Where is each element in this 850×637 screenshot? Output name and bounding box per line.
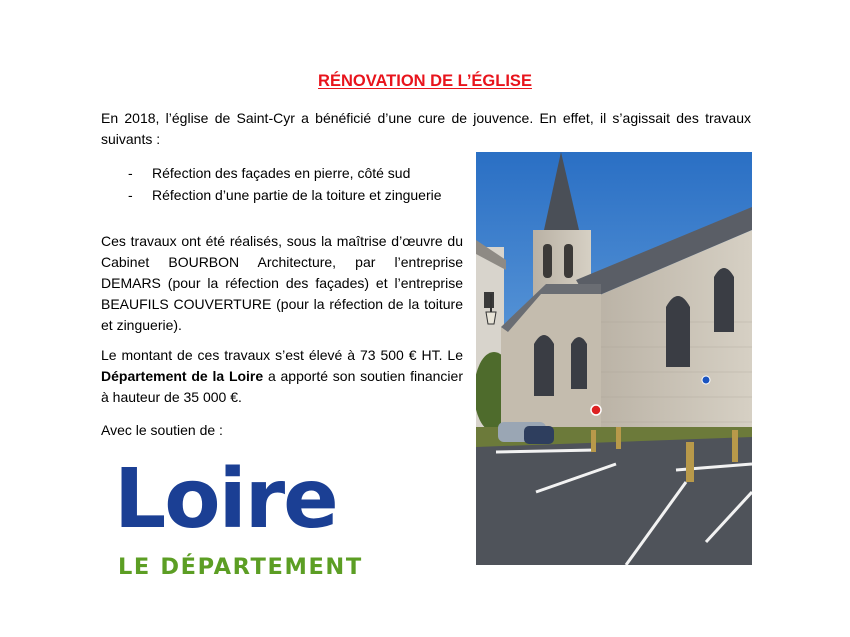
logo-subtitle: LE DÉPARTEMENT [118,554,363,580]
bullet-dash: - [128,187,133,203]
intro-paragraph: En 2018, l’église de Saint-Cyr a bénéficié d’une cure de jouvence. En effet, il s’agissait des travaux suivants : [101,110,751,147]
church-photo [476,152,752,565]
list-item-text: Réfection d’une partie de la toiture et zinguerie [152,187,442,203]
loire-department-logo [110,452,410,582]
logo-word: Loire [114,452,337,547]
amount-text-before: Le montant de ces travaux s’est élevé à 73 500 € HT. Le [101,347,463,363]
works-list [128,162,442,206]
department-name: Département de la Loire [101,368,264,384]
list-item-text: Réfection des façades en pierre, côté sud [152,165,411,181]
list-item [128,162,442,184]
list-item [128,184,442,206]
support-label: Avec le soutien de : [101,422,223,438]
page-title: RÉNOVATION DE L’ÉGLISE [318,72,532,90]
works-paragraph: Ces travaux ont été réalisés, sous la maîtrise d’œuvre du Cabinet BOURBON Architecture, par l’entreprise DEMARS (pour la réfection des façades) et l’entreprise BEAUFILS COUVERTURE (pour la réfection de la toiture et zinguerie). [101,233,463,333]
bullet-dash: - [128,165,133,181]
amount-text-after: a apporté son soutien financier à hauteur de 35 000 €. [101,368,463,405]
amount-paragraph [101,345,463,408]
